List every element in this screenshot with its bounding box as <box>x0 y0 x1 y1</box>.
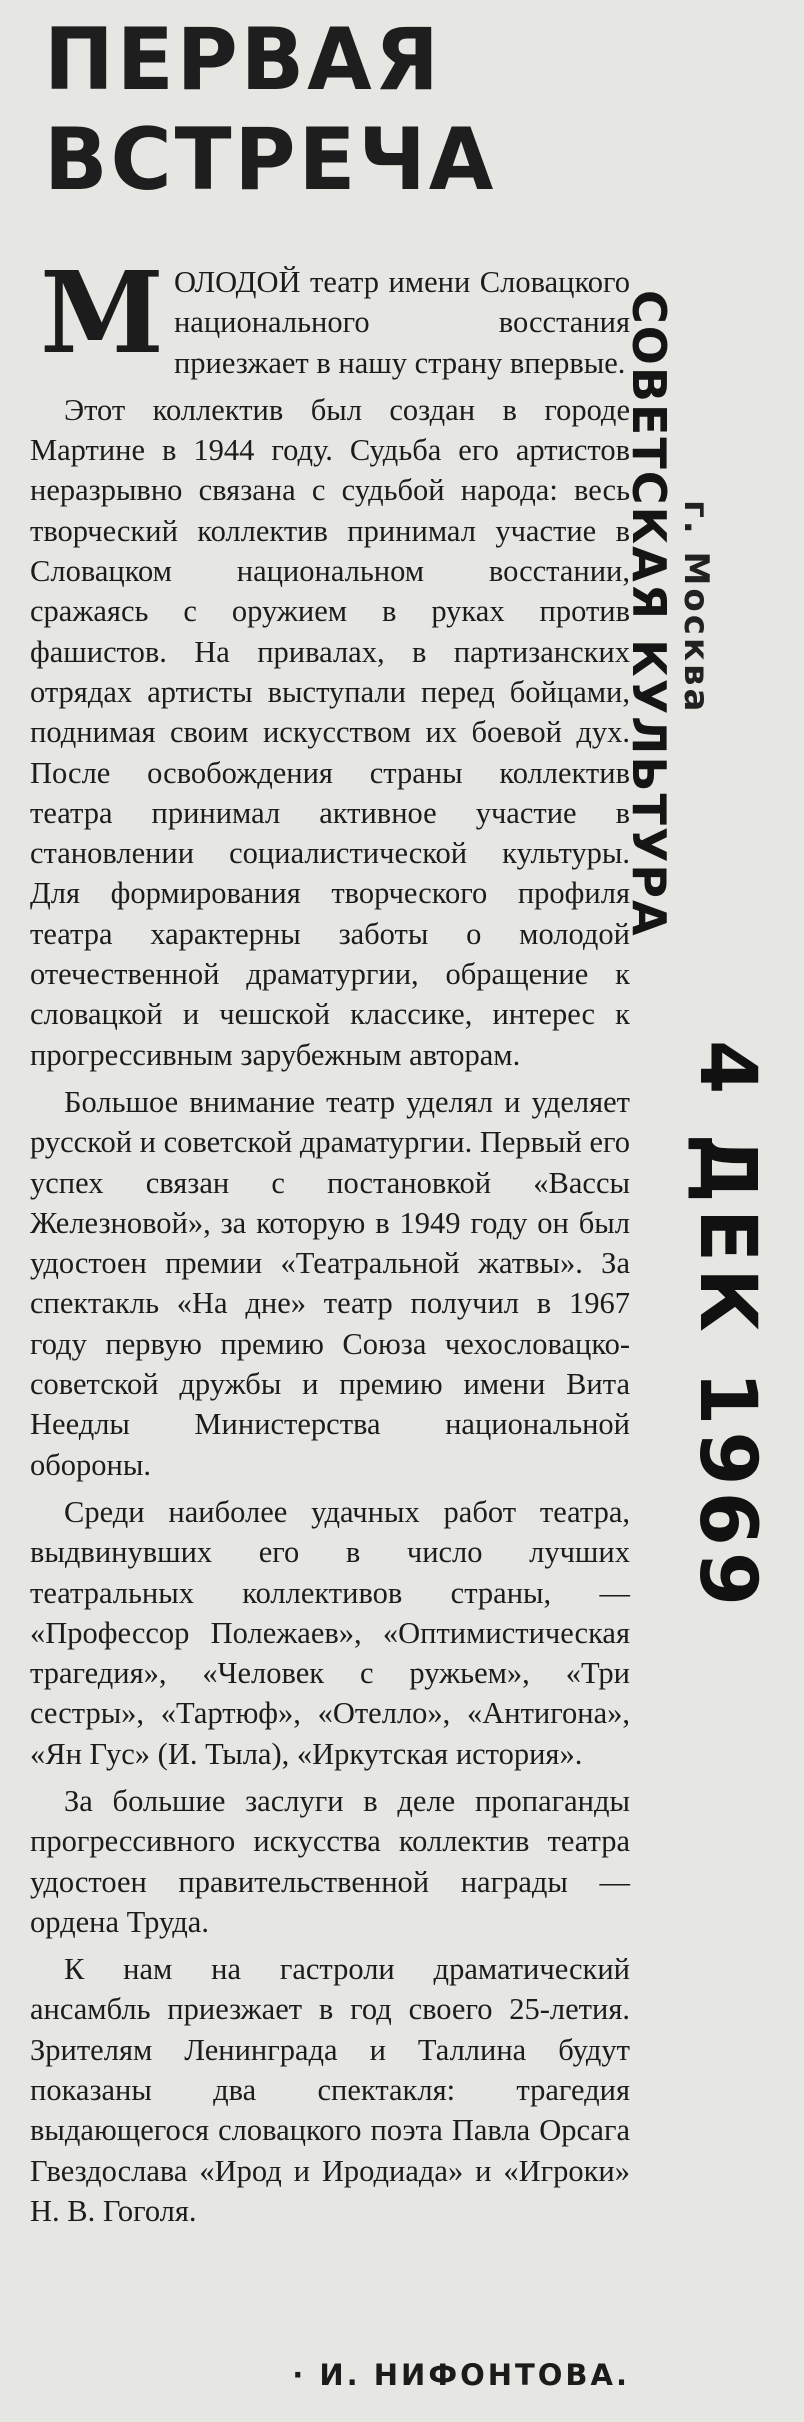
headline <box>44 10 587 210</box>
author-signature: · И. НИФОНТОВА. <box>292 2358 630 2392</box>
article-paragraph-3: Большое внимание театр уделял и уделяет русской и советской драматургии. Первый его успех связан с постановкой «Вассы Железновой», за которую в 1949 году он был удостоен премии «Театральной жатвы». За спектакль «На дне» театр получил в 1967 году первую премию Союза чехословацко-советской дружбы и премию имени Вита Неедлы Министерства национальной обороны. <box>30 1084 631 1482</box>
article-paragraph-4: Среди наиболее удачных работ театра, выдвинувших его в число лучших театральных коллективов страны, — «Профессор Полежаев», «Оптимистическая трагедия», «Человек с ружьем», «Три сестры», «Тартюф», «Отелло», «Антигона», «Ян Гус» (И. Тыла), «Иркутская история». <box>30 1494 630 1771</box>
city-stamp: г. Москва <box>676 500 716 715</box>
article-body <box>30 248 631 2231</box>
headline-line-2: ВСТРЕЧА <box>44 110 497 210</box>
article-paragraph-5: За большие заслуги в деле пропаганды прогрессивного искусства коллектив театра удостоен правительственной награды — ордена Труда. <box>30 1783 630 1939</box>
article-paragraph-6: К нам на гастроли драматический ансамбль приезжает в год своего 25-летия. Зрителям Ленинграда и Таллина будут показаны два спектакля: трагедия выдающегося словацкого поэта Павла Орсага Гвездослава «Ирод и Иродиада» и «Игроки» Н. В. Гоголя. <box>30 1952 630 2228</box>
article-paragraph-1 <box>30 248 630 383</box>
paragraph-text: ОЛОДОЙ театр имени Словацкого национального восстания приезжает в нашу страну впервые. <box>173 265 630 380</box>
article-paragraph-2: Этот коллектив был создан в городе Мартине в 1944 году. Судьба его артистов неразрывно связана с судьбой народа: весь творческий коллектив принимал участие в Словацком национальном восстании, сражаясь с оружием в руках против фашистов. На привалах, в партизанских отрядах артисты выступали перед бойцами, поднимая своим искусством их боевой дух. После освобождения страны коллектив театра принимал активное участие в становлении социалистической культуры. Для формирования творческого профиля театра характерны заботы о молодой отечественной драматургии, обращение к словацкой и чешской классике, интерес к прогрессивным зарубежным авторам. <box>30 392 630 1072</box>
headline-line-1: ПЕРВАЯ <box>44 10 442 110</box>
newspaper-name-stamp: СОВЕТСКАЯ КУЛЬТУРА <box>622 290 676 938</box>
date-stamp: 4 ДЕК 1969 <box>682 1040 772 1613</box>
drop-cap: М <box>40 248 164 379</box>
